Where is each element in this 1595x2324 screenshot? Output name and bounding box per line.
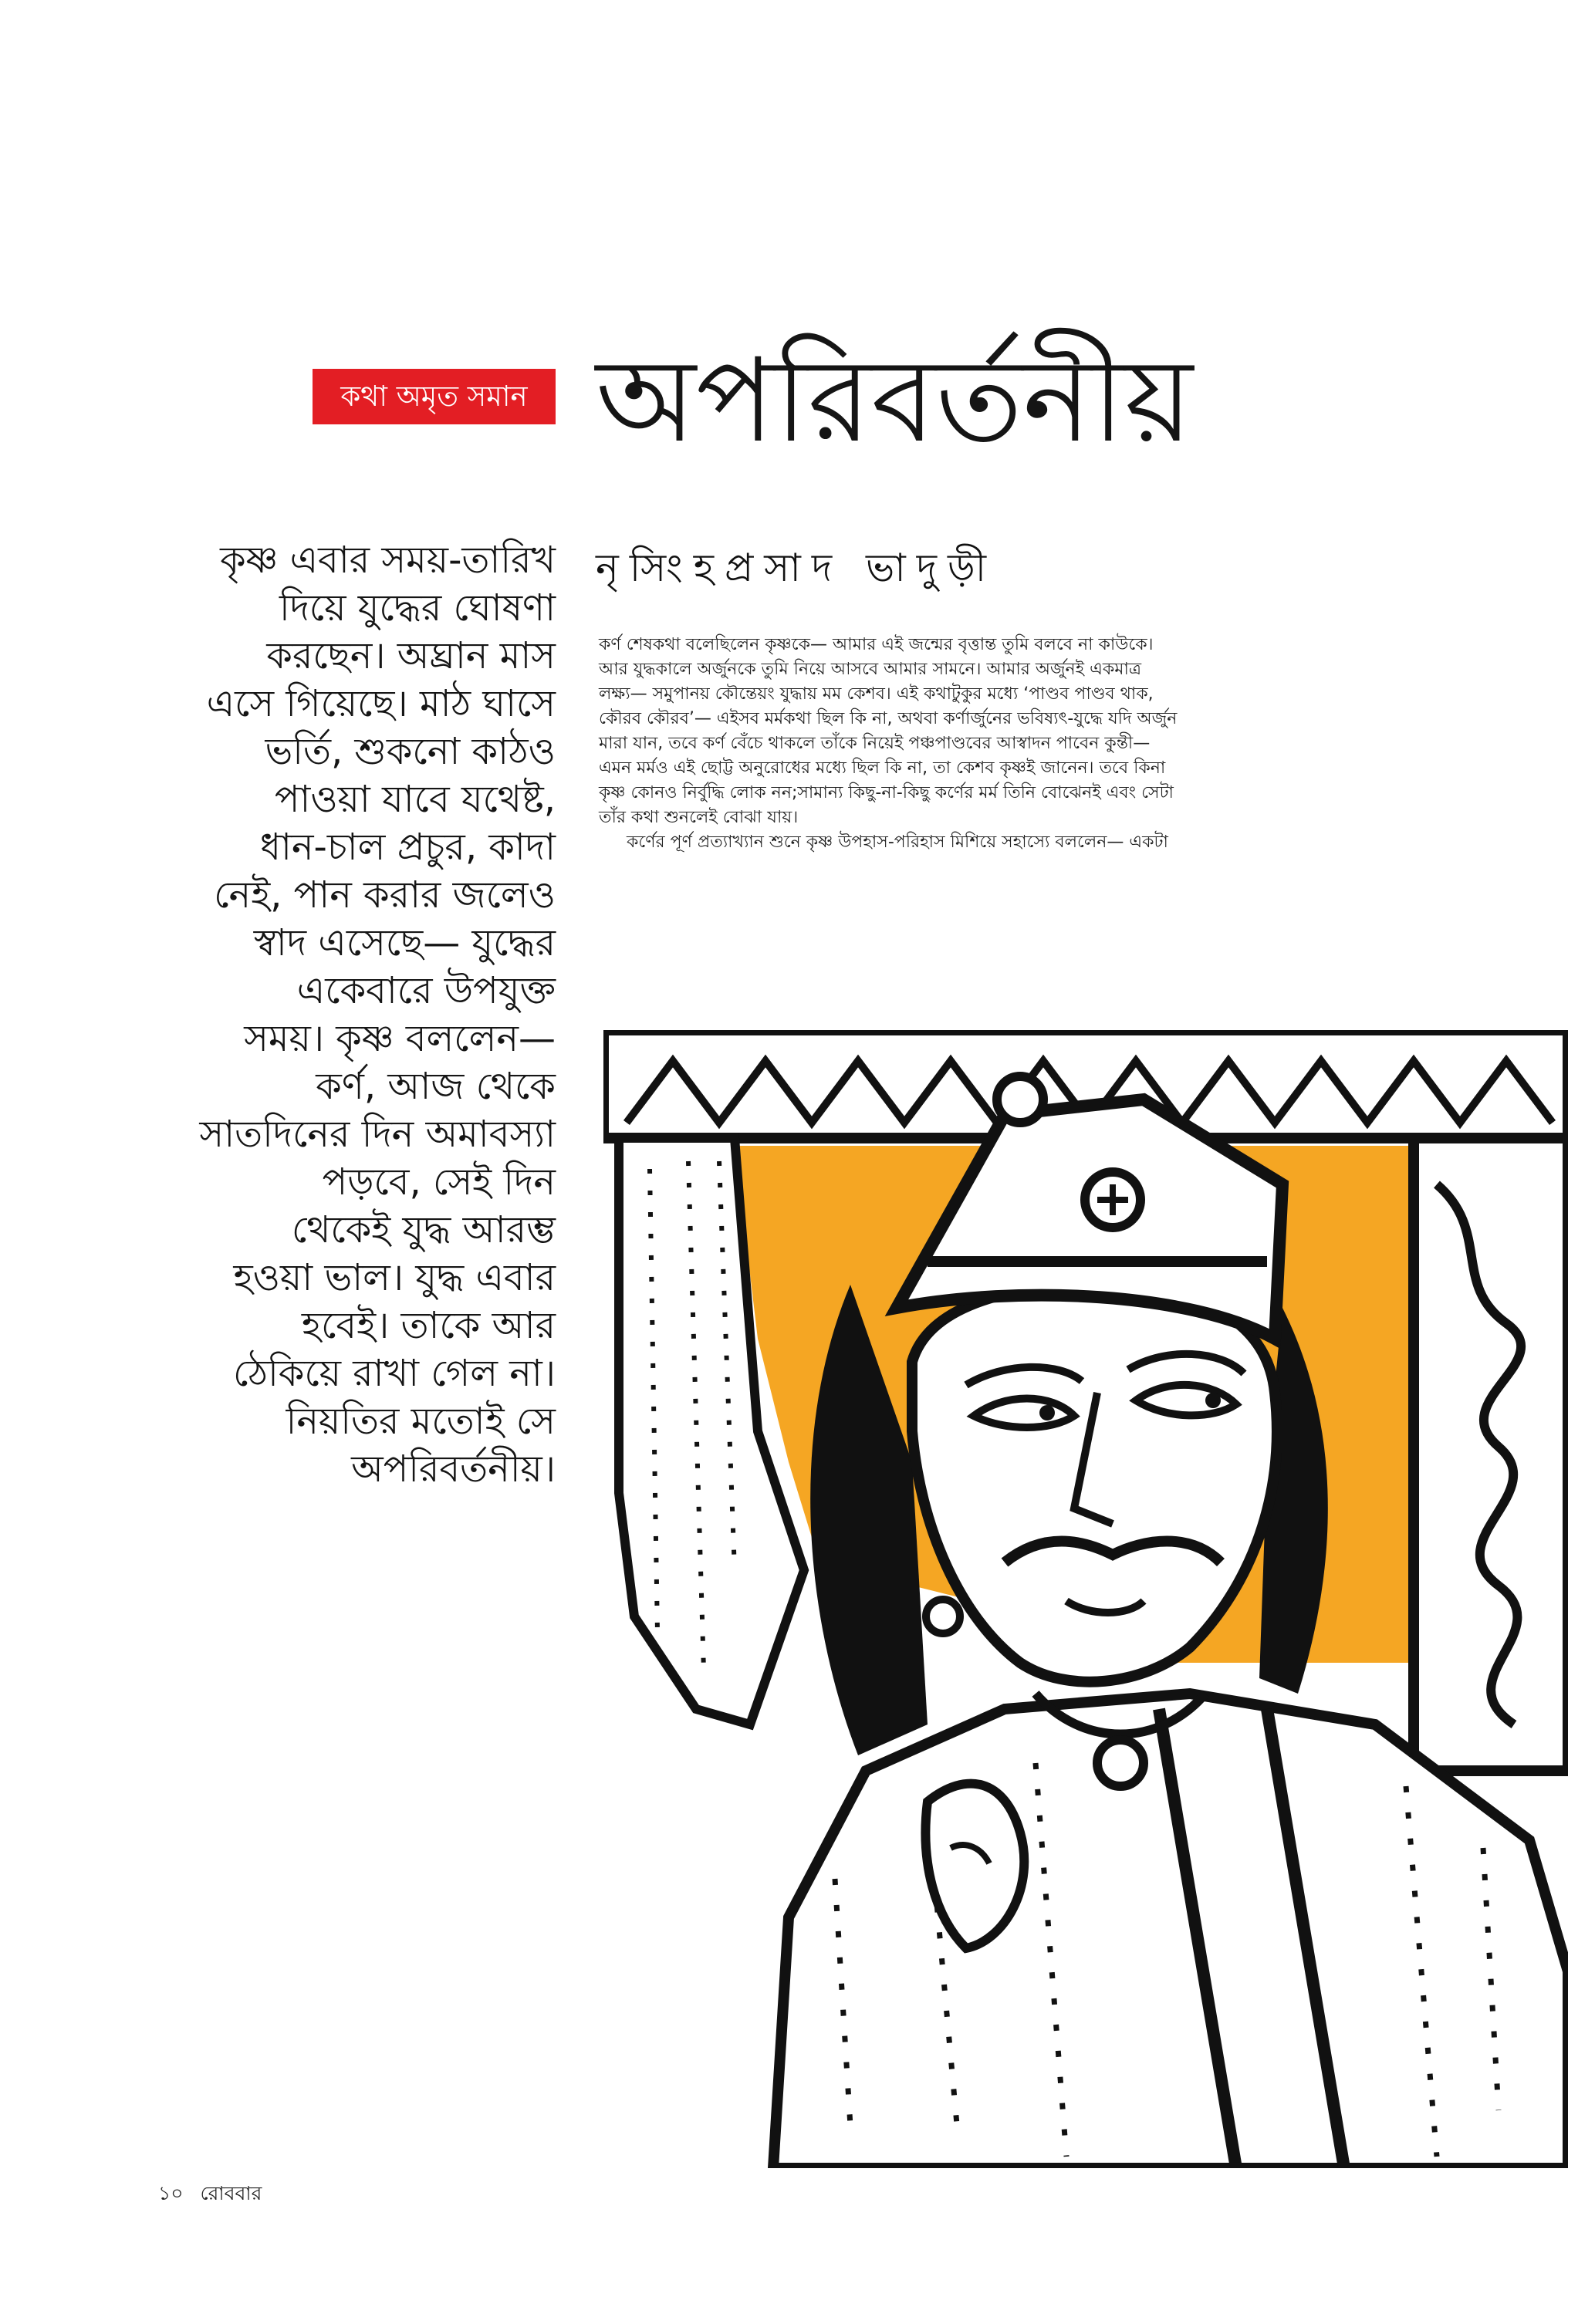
pull-quote-line: স্বাদ এসেছে— যুদ্ধের (253, 921, 556, 964)
pull-quote-line: ঠেকিয়ে রাখা গেল না। (233, 1352, 556, 1395)
body-line: এমন মর্মও এই ছোট্ট অনুরোধের মধ্যে ছিল কি না, তা কেশব কৃষ্ণই জানেন। তবে কিনা (599, 758, 1166, 778)
body-line: কর্ণ শেষকথা বলেছিলেন কৃষ্ণকে— আমার এই জন্মের বৃত্তান্ত তুমি বলবে না কাউকে। (599, 635, 1154, 654)
pull-quote-line: হওয়া ভাল। যুদ্ধ এবার (233, 1256, 556, 1299)
pull-quote-line: পাওয়া যাবে যথেষ্ট, (274, 778, 556, 821)
pull-quote-line: হবেই। তাকে আর (301, 1304, 556, 1347)
pull-quote-line: নেই, পান করার জলেও (214, 873, 556, 917)
page-number: ১০ (158, 2182, 184, 2204)
pull-quote-line: থেকেই যুদ্ধ আরম্ভ (291, 1208, 556, 1252)
page-footer (158, 2180, 272, 2207)
pull-quote-line: সময়। কৃষ্ণ বললেন— (244, 1017, 556, 1060)
pull-quote-line: ভর্তি, শুকনো কাঠও (265, 730, 556, 773)
author-name: নৃসিংহপ্রসাদ ভাদুড়ী (596, 546, 998, 590)
pull-quote-line: এসে গিয়েছে। মাঠ ঘাসে (206, 682, 556, 725)
column-badge: কথা অমৃত সমান (313, 369, 556, 424)
pull-quote-line: অপরিবর্তনীয়। (351, 1447, 556, 1491)
pull-quote-line: ধান-চাল প্রচুর, কাদা (260, 826, 556, 869)
pull-quote-line: দিয়ে যুদ্ধের ঘোষণা (279, 586, 556, 630)
left-eye (974, 1399, 1074, 1428)
body-line: লক্ষ্য— সমুপানয় কৌন্তেয়ং যুদ্ধায় মম কেশব। এই কথাটুকুর মধ্যে ‘পাণ্ডব পাণ্ডব থাক, (599, 684, 1154, 704)
body-line: কৌরব কৌরব’— এইসব মর্মকথা ছিল কি না, অথবা কর্ণার্জুনের ভবিষ্যৎ-যুদ্ধে যদি অর্জুন (599, 709, 1178, 728)
article-body (599, 633, 1424, 855)
pull-quote-line: একেবারে উপযুক্ত (296, 969, 556, 1012)
body-line: কৃষ্ণ কোনও নির্বুদ্ধি লোক নন;সামান্য কিছু-না-কিছু কর্ণের মর্ম তিনি বোঝেনই এবং সেটা (599, 783, 1174, 802)
krishna-illustration (603, 1030, 1568, 2168)
magazine-name: রোববার (200, 2182, 262, 2204)
crown-jewel (997, 1076, 1043, 1123)
body-line: আর যুদ্ধকালে অর্জুনকে তুমি নিয়ে আসবে আমার সামনে। আমার অর্জুনই একমাত্র (599, 660, 1142, 679)
pull-quote-line: কৃষ্ণ এবার সময়-তারিখ (220, 539, 556, 582)
pull-quote-line: নিয়তির মতোই সে (286, 1400, 556, 1443)
pull-quote-line: করছেন। অঘ্রান মাস (266, 634, 556, 677)
earring (926, 1599, 960, 1633)
body-line: কর্ণের পূর্ণ প্রত্যাখ্যান শুনে কৃষ্ণ উপহাস-পরিহাস মিশিয়ে সহাস্যে বললেন— একটা (627, 833, 1168, 852)
pull-quote-line: সাতদিনের দিন অমাবস্যা (199, 1113, 556, 1156)
right-eye (1136, 1385, 1236, 1416)
body-line: তাঁর কথা শুনলেই বোঝা যায়। (599, 808, 799, 827)
pull-quote (139, 536, 556, 1493)
article-title: অপরিবর্তনীয় (596, 334, 1193, 468)
body-line: মারা যান, তবে কর্ণ বেঁচে থাকলে তাঁকে নিয়েই পঞ্চপাণ্ডবের আস্বাদন পাবেন কুন্তী— (599, 734, 1151, 753)
pull-quote-line: কর্ণ, আজ থেকে (316, 1065, 556, 1108)
pull-quote-line: পড়বে, সেই দিন (322, 1160, 556, 1204)
